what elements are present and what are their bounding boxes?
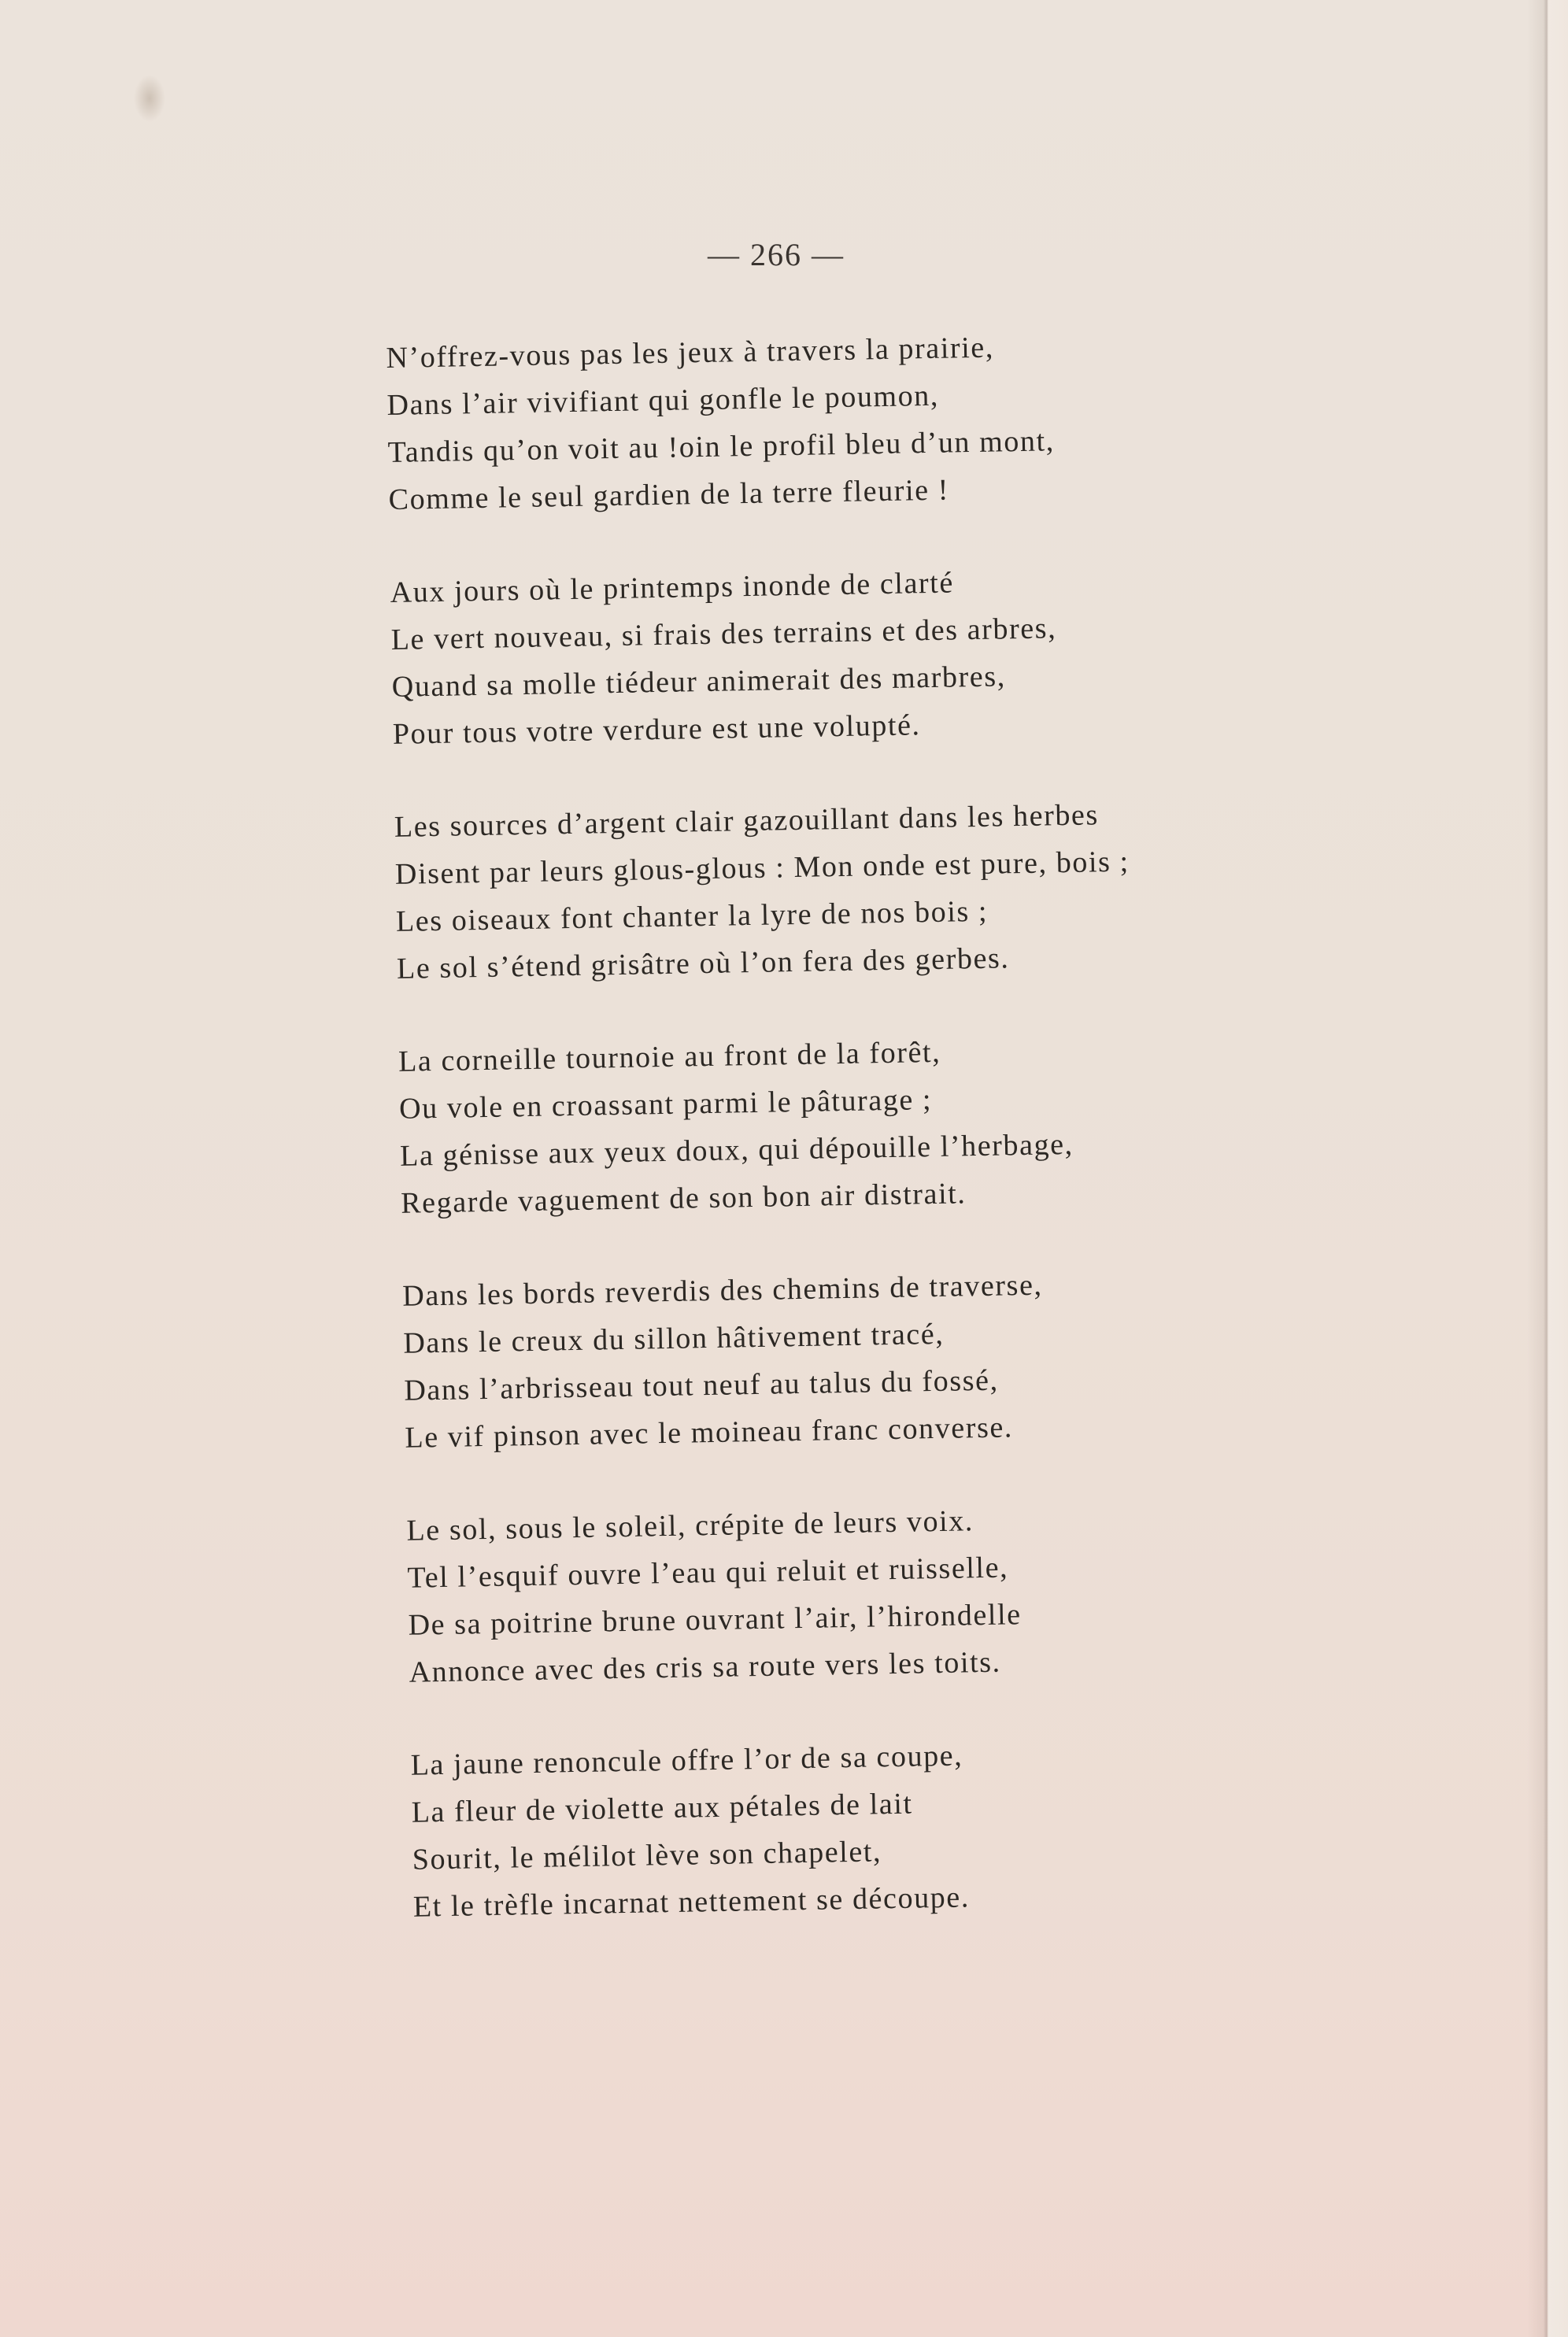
verse-line: La jaune renoncule offre l’or de sa coupe, [410,1739,963,1782]
stanza-2 [390,553,1298,758]
verse-line: Tandis qu’on voit au !oin le profil bleu d’un mont, [387,424,1056,469]
verse-line: Comme le seul gardien de la terre fleurie ! [388,473,950,516]
verse-line: Aux jours où le printemps inonde de clarté [390,566,955,609]
stanza-3 [394,788,1302,993]
verse-line: N’offrez-vous pas les jeux à travers la prairie, [386,331,995,375]
verse-line: Le vif pinson avec le moineau franc converse. [405,1411,1014,1455]
verse-line: Regarde vaguement de son bon air distrait. [400,1177,967,1220]
verse-line: La corneille tournoie au front de la forêt, [398,1035,941,1078]
stanza-1 [386,319,1294,523]
verse-line: Dans le creux du sillon hâtivement tracé, [403,1317,945,1360]
verse-line: La génisse aux yeux doux, qui dépouille l’herbage, [399,1127,1074,1173]
verse-line: Et le trèfle incarnat nettement se découpe. [412,1880,971,1924]
verse-line: Disent par leurs glous-glous : Mon onde est pure, bois ; [394,845,1130,891]
verse-line: Le sol s’étend grisâtre où l’on fera des gerbes. [396,941,1010,985]
verse-line: Dans l’arbrisseau tout neuf au talus du fossé, [404,1363,1000,1407]
verse-line: Ou vole en croassant parmi le pâturage ; [398,1083,933,1126]
verse-line: Quand sa molle tiédeur animerait des marbres, [391,660,1007,704]
stanza-4 [398,1022,1307,1227]
verse-line: Pour tous votre verdure est une volupté. [392,708,921,751]
page-edge [1527,0,1568,2337]
verse-line: Le sol, sous le soleil, crépite de leurs voix. [406,1504,974,1548]
verse-line: Sourit, le mélilot lève son chapelet, [412,1835,882,1877]
verse-line: Le vert nouveau, si frais des terrains et des arbres, [390,612,1057,656]
verse-line: De sa poitrine brune ouvrant l’air, l’hirondelle [408,1598,1022,1642]
verse-line: Les sources d’argent clair gazouillant dans les herbes [394,798,1100,844]
stanza-7 [410,1726,1318,1931]
verse-line: Dans les bords reverdis des chemins de traverse, [401,1268,1043,1313]
paper-stain [134,75,165,122]
verse-line: La fleur de violette aux pétales de lait [411,1787,913,1829]
verse-line: Dans l’air vivifiant qui gonfle le poumon, [386,379,940,422]
stanza-6 [406,1492,1315,1696]
verse-line: Les oiseaux font chanter la lyre de nos bois ; [395,894,989,938]
stanza-5 [402,1257,1311,1462]
verse-line: Tel l’esquif ouvre l’eau qui reluit et ruisselle, [407,1551,1009,1595]
poem [386,319,1319,1976]
page-number: — 266 — [708,237,845,272]
verse-line: Annonce avec des cris sa route vers les toits. [409,1645,1002,1689]
